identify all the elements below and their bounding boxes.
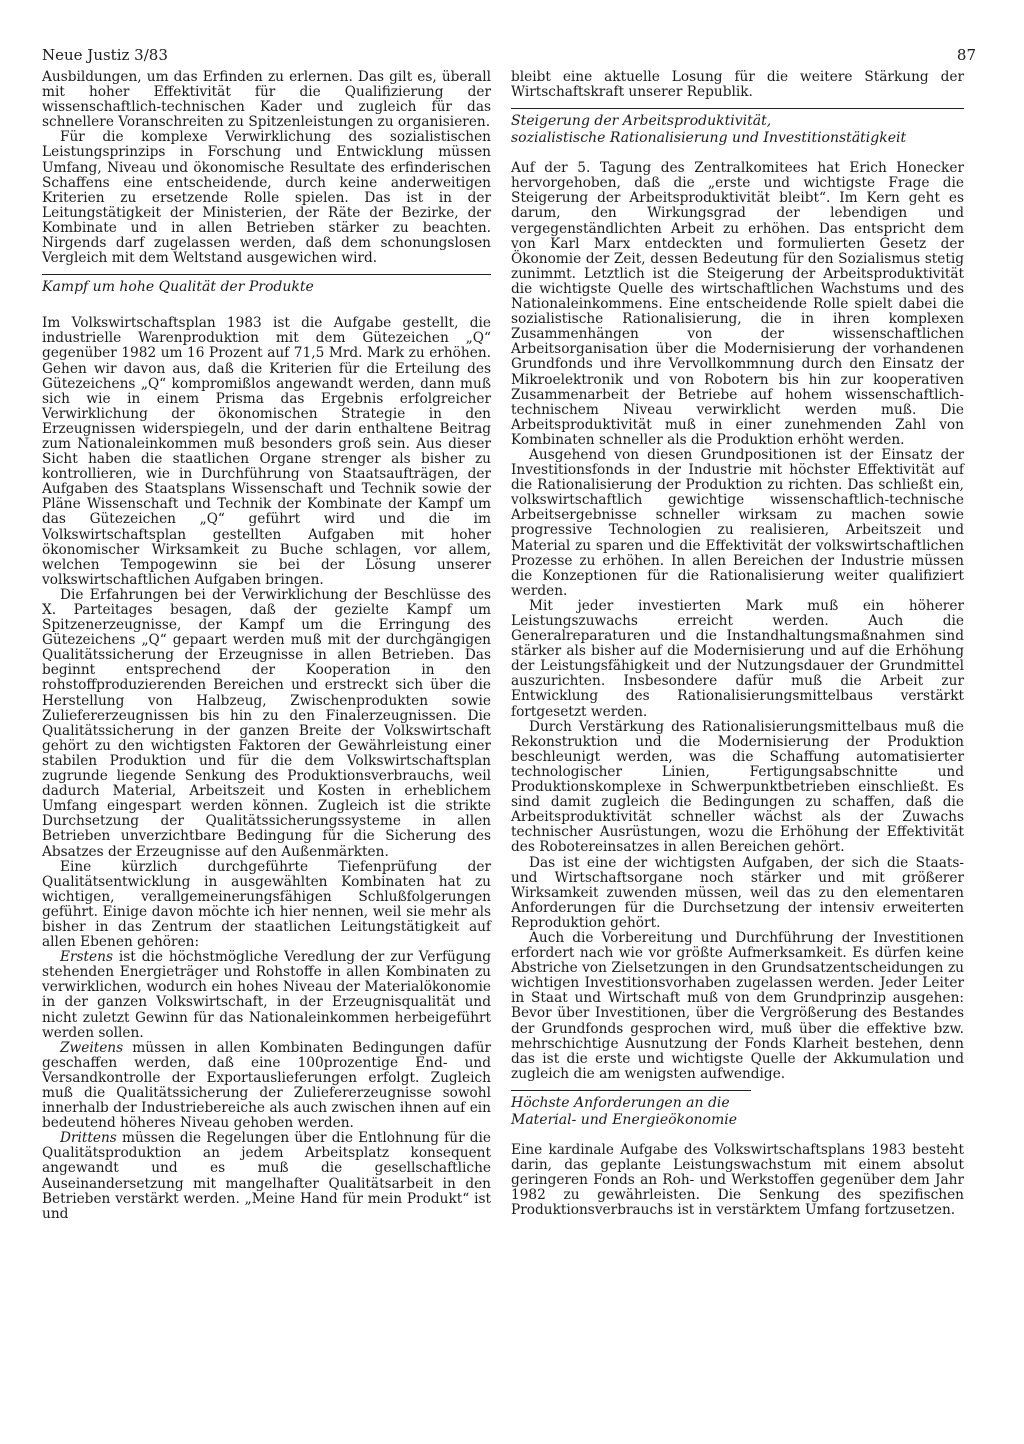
paragraph: Ausgehend von diesen Grundpositionen ist der Einsatz der Investitionsfonds in der Industrie mit höchster Effektivität auf die Rationalisierung der Produktion zu richten. Das schließt ein, volkswirtschaftlich gewichtige wissenschaftlich-technische Arbeitsergebnisse schneller wirksam zu machen sowie progressive Technologien zu realisieren, Arbeitszeit und Material zu sparen und die Effektivität der volkswirtschaftlichen Prozesse zu erhöhen. In allen Bereichen der Industrie müssen die Konzeptionen für die Rationalisierung weiter qualifiziert werden. <box>511 446 964 599</box>
paragraph-text: müssen in allen Kombinaten Bedingungen dafür geschaffen werden, daß eine 100prozentige End- und Versandkontrolle der Exportauslieferungen erfolgt. Zugleich muß die Qualitätssicherung der Zuliefererzeugnisse sowohl innerhalb der Industriebereiche als auch zwischen ihnen auf ein bedeutend höheres Niveau gehoben werden. <box>42 1039 491 1132</box>
page-number: 87 <box>956 46 976 64</box>
section-heading <box>511 109 964 153</box>
enumeration-lead: Zweitens <box>60 1039 124 1056</box>
section-heading <box>511 1091 964 1135</box>
paragraph <box>42 950 491 1041</box>
section-heading-line: Steigerung der Arbeitsproduktivität, <box>511 113 772 130</box>
left-column <box>42 70 491 1222</box>
paragraph <box>42 1041 491 1132</box>
right-column <box>511 70 964 1218</box>
paragraph: Auf der 5. Tagung des Zentralkomitees hat Erich Honecker hervorgehoben, daß die „erste und wichtigste Frage die Steigerung der Arbeitsproduktivität bleibt“. Im Kern geht es darum, den Wirkungsgrad der lebendigen und vergegenständlichten Arbeit zu erhöhen. Das entspricht dem von Karl Marx entdeckten und formulierten Gesetz der Ökonomie der Zeit, dessen Bedeutung für den Sozialismus stetig zunimmt. Letztlich ist die Steigerung der Arbeitsproduktivität die wichtigste Quelle des wirtschaftlichen Wachstums und des Nationaleinkommens. Eine entscheidende Rolle spielt dabei die sozialistische Rationalisierung, die in ihren komplexen Zusammenhängen von der wissenschaftlichen Arbeitsorganisation über die Modernisierung der vorhandenen Grundfonds und ihre Vervollkommnung durch den Einsatz der Mikroelektronik und von Robotern bis hin zur kooperativen Zusammenarbeit der Betriebe auf hohem wissenschaftlich-technischem Niveau verwirklicht werden muß. Die Arbeitsproduktivität muß in einer zunehmenden Zahl von Kombinaten schneller als die Produktion erhöht werden. <box>511 160 964 448</box>
paragraph: Das ist eine der wichtigsten Aufgaben, der sich die Staats- und Wirtschaftsorgane noch stärker und mit größerer Wirksamkeit zuwenden müssen, weil das zu den elementaren Anforderungen für die Durchsetzung der intensiv erweiterten Reproduktion gehört. <box>511 854 964 931</box>
section-heading-line: Höchste Anforderungen an die <box>511 1094 730 1111</box>
section-heading-line: Material- und Energieökonomie <box>511 1111 737 1128</box>
enumeration-lead: Erstens <box>60 949 113 966</box>
section-heading-line: sozialistische Rationalisierung und Investitionstätigkeit <box>511 130 907 147</box>
section-heading <box>42 275 491 302</box>
paragraph: bleibt eine aktuelle Losung für die weitere Stärkung der Wirtschaftskraft unserer Republik. <box>511 69 964 101</box>
paragraph: Eine kürzlich durchgeführte Tiefenprüfung der Qualitätsentwicklung in ausgewählten Kombinaten hat zu wichtigen, verallgemeinerungsfähigen Schlußfolgerungen geführt. Einige davon möchte ich hier nennen, weil sie mehr als bisher in das Zentrum der staatlichen Leitungstätigkeit auf allen Ebenen gehören: <box>42 858 491 951</box>
paragraph: Im Volkswirtschaftsplan 1983 ist die Aufgabe gestellt, die industrielle Warenproduktion mit dem Gütezeichen „Q“ gegenüber 1982 um 16 Prozent auf 71,5 Mrd. Mark zu erhöhen. Gehen wir davon aus, daß die Kriterien für die Erteilung des Gütezeichens „Q“ kompromißlos angewandt werden, dann muß sich wie in einem Prisma das Ergebnis erfolgreicher Verwirklichung der ökonomischen Strategie in den Erzeugnissen widerspiegeln, und der darin enthaltene Beitrag zum Nationaleinkommen muß besonders groß sein. Aus dieser Sicht haben die staatlichen Organe strenger als bisher zu kontrollieren, wie in Durchführung von Staatsaufträgen, der Aufgaben des Staatsplans Wissenschaft und Technik sowie der Pläne Wissenschaft und Technik der Kombinate der Kampf um das Gütezeichen „Q“ geführt wird und die im Volkswirtschaftsplan gestellten Aufgaben mit hoher ökonomischer Wirksamkeit zu Buche schlagen, vor allem, welchen Tempogewinn sie bei der Lösung unserer volkswirtschaftlichen Aufgaben bringen. <box>42 315 491 588</box>
paragraph <box>42 1131 491 1222</box>
enumeration-lead: Drittens <box>60 1130 117 1147</box>
paragraph-text: ist die höchstmögliche Veredlung der zur Verfügung stehenden Energieträger und Rohstoffe in allen Kombinaten zu verwirklichen, wodurch ein hohes Niveau der Materialökonomie in der ganzen Volkswirtschaft, in der Erzeugnisqualität und nicht zuletzt Gewinn für das Nationaleinkommen herbeigeführt werden sollen. <box>42 949 491 1041</box>
paragraph-text: müssen die Regelungen über die Entlohnung für die Qualitätsproduktion an jedem Arbeitsplatz konsequent angewandt und es muß die gesellschaftliche Auseinandersetzung mit mangelhafter Qualitätsarbeit in den Betrieben verstärkt werden. „Meine Hand für mein Produkt“ ist und <box>42 1130 491 1222</box>
paragraph: Auch die Vorbereitung und Durchführung der Investitionen erfordert nach wie vor größte Aufmerksamkeit. Es dürfen keine Abstriche von Zielsetzungen in den Grundsatzentscheidungen zu wichtigen Investitionsvorhaben zugelassen werden. Jeder Leiter in Staat und Wirtschaft muß von dem Grundprinzip ausgehen: Bevor über Investitionen, über die Vergrößerung des Bestandes der Grundfonds gesprochen wird, muß über die effektive bzw. mehrschichtige Ausnutzung der Fonds Klarheit bestehen, denn das ist die erste und wichtigste Quelle der Akkumulation und zugleich die am wenigsten aufwendige. <box>511 929 964 1082</box>
paragraph: Die Erfahrungen bei der Verwirklichung der Beschlüsse des X. Parteitages besagen, daß der gezielte Kampf um Spitzenerzeugnisse, der Kampf um die Erringung des Gütezeichens „Q“ gepaart werden muß mit der durchgängigen Qualitätssicherung der Erzeugnisse in allen Betrieben. Das beginnt entsprechend der Kooperation in den rohstoffproduzierenden Bereichen und erstreckt sich über die Herstellung von Halbzeug, Zwischenprodukten sowie Zuliefererzeugnissen bis hin zu den Finalerzeugnissen. Die Qualitätssicherung in der ganzen Breite der Volkswirtschaft gehört zu den wichtigsten Faktoren der Gewährleistung einer stabilen Produktion und für die dem Volkswirtschaftsplan zugrunde liegende Senkung des Produktionsverbrauchs, weil dadurch Material, Arbeitszeit und Kosten in erheblichem Umfang eingespart werden können. Zugleich ist die strikte Durchsetzung der Qualitätssicherungssysteme in allen Betrieben unverzichtbare Bedingung für die Sicherung des Absatzes der Erzeugnisse auf den Außenmärkten. <box>42 586 491 860</box>
journal-header: Neue Justiz 3/83 <box>42 46 168 64</box>
paragraph: Mit jeder investierten Mark muß ein höherer Leistungszuwachs erreicht werden. Auch die Generalreparaturen und die Instandhaltungsmaßnahmen sind stärker als bisher auf die Modernisierung und auf die Erhöhung der Leistungsfähigkeit und der Nutzungsdauer der Grundmittel auszurichten. Insbesondere dafür muß die Arbeit zur Entwicklung des Rationalisierungsmittelbaus verstärkt fortgesetzt werden. <box>511 597 964 720</box>
section-gap <box>42 302 491 316</box>
paragraph: Für die komplexe Verwirklichung des sozialistischen Leistungsprinzips in Forschung und Entwicklung müssen Umfang, Niveau und ökonomische Resultate des erfinderischen Schaffens eine entscheidende, durch keine anderweitigen Kriterien zu ersetzende Rolle spielen. Das ist in der Leitungstätigkeit der Ministerien, der Räte der Bezirke, der Kombinate und in allen Betrieben stärker zu beachten. Nirgends darf zugelassen werden, daß dem schonungslosen Vergleich mit dem Weltstand ausgewichen wird. <box>42 129 491 267</box>
paragraph: Durch Verstärkung des Rationalisierungsmittelbaus muß die Rekonstruktion und die Modernisierung der Produktion beschleunigt werden, was die Schaffung automatisierter technologischer Linien, Fertigungsabschnitte und Produktionskomplexe in Schwerpunktbetrieben einschließt. Es sind damit zugleich die Bedingungen zu schaffen, daß die Arbeitsproduktivität schneller wächst als der Zuwachs technischer Ausrüstungen, wozu die Erhöhung der Effektivität des Robotereinsatzes in allen Bereichen gehört. <box>511 718 964 856</box>
paragraph: Ausbildungen, um das Erfinden zu erlernen. Das gilt es, überall mit hoher Effektivität für die Qualifizierung der wissenschaftlich-technischen Kader und zugleich für das schnellere Voranschreiten zu Spitzenleistungen zu organisieren. <box>42 69 491 131</box>
section-heading-text: Kampf um hohe Qualität der Produkte <box>42 279 314 296</box>
paragraph: Eine kardinale Aufgabe des Volkswirtschaftsplans 1983 besteht darin, das geplante Leistungswachstum mit einem absolut geringeren Fonds an Roh- und Werkstoffen gegenüber dem Jahr 1982 zu gewährleisten. Die Senkung des spezifischen Produktionsverbrauchs ist in verstärktem Umfang fortzusetzen. <box>511 1141 964 1219</box>
